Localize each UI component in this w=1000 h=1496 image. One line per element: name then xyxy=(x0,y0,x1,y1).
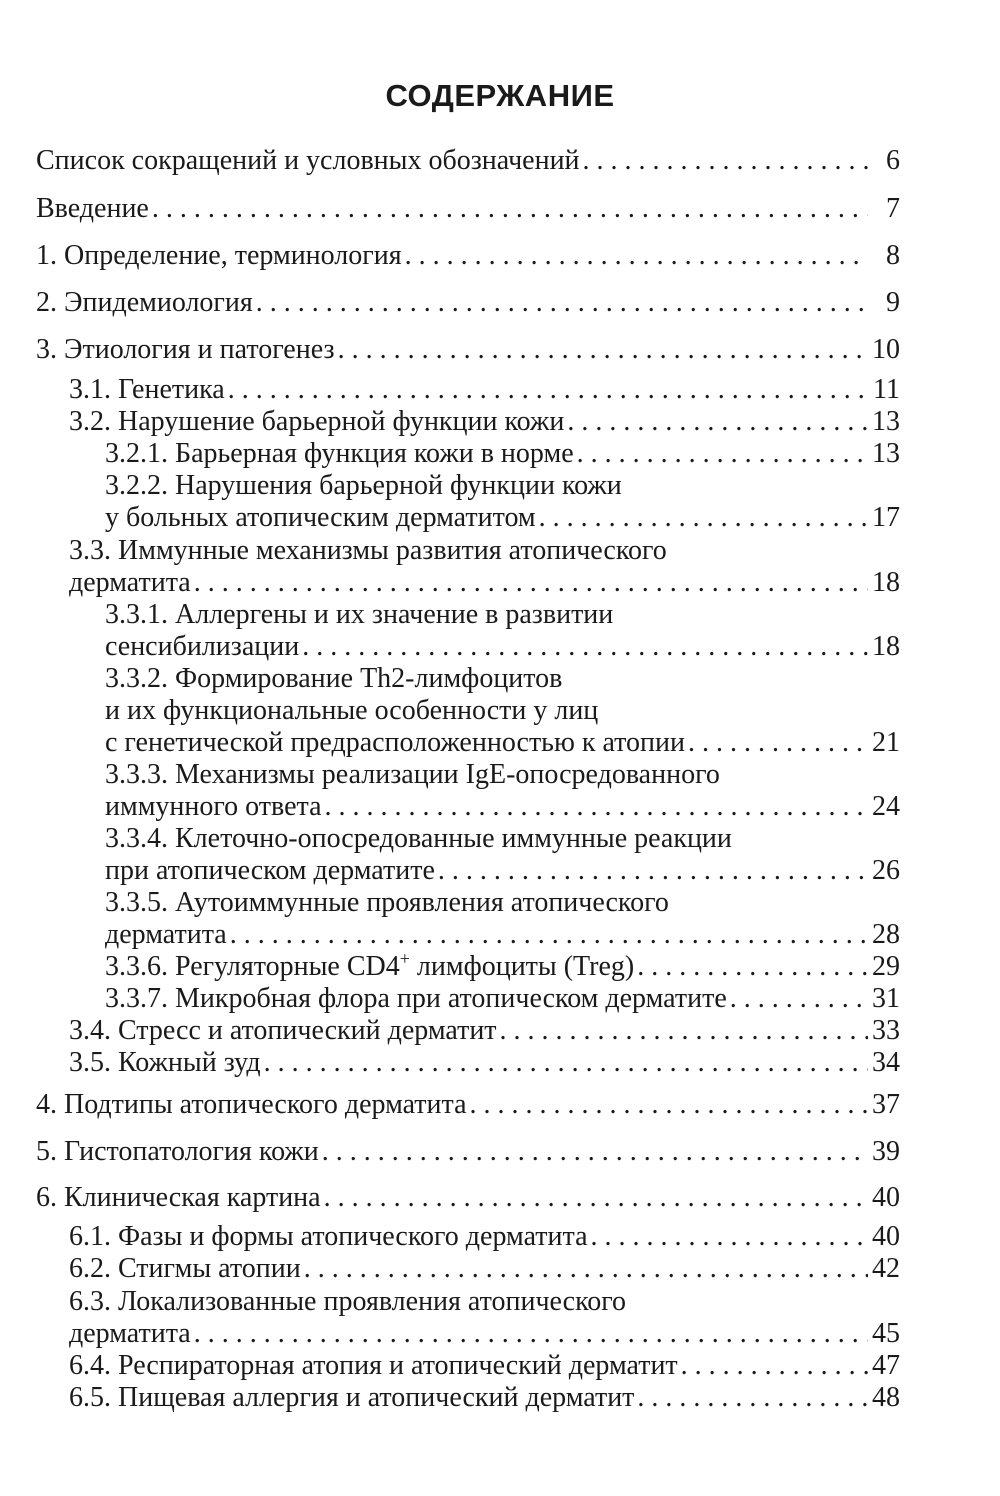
toc-entry-title xyxy=(105,950,634,984)
toc-entry[interactable] xyxy=(105,630,900,664)
toc-entry-title: 3.3.5. Аутоиммунные проявления атопического xyxy=(105,887,669,918)
toc-entry-page: 18 xyxy=(872,631,900,662)
toc-entry-title: 6. Клиническая картина xyxy=(36,1182,321,1213)
toc-entry[interactable] xyxy=(69,373,900,407)
toc-entry-title: 2. Эпидемиология xyxy=(36,287,253,318)
toc-entry[interactable] xyxy=(36,144,900,178)
toc-entry-title: 6.1. Фазы и формы атопического дерматита xyxy=(69,1221,588,1252)
dot-leader xyxy=(500,1014,868,1048)
toc-entry-title: 3.5. Кожный зуд xyxy=(69,1047,261,1078)
toc-entry[interactable] xyxy=(36,1088,900,1122)
toc-entry-page: 6 xyxy=(886,145,900,176)
toc-entry-title-cont: иммунного ответа xyxy=(105,791,322,822)
toc-entry[interactable] xyxy=(36,1181,900,1215)
toc-entry-page: 28 xyxy=(872,919,900,950)
dot-leader xyxy=(230,918,868,952)
toc-entry-page: 13 xyxy=(872,406,900,437)
toc-entry-page: 48 xyxy=(872,1382,900,1413)
toc-entry-title: 1. Определение, терминология xyxy=(36,240,402,271)
toc-entry[interactable] xyxy=(105,726,900,760)
toc-entry-page: 11 xyxy=(873,374,900,405)
toc-entry[interactable] xyxy=(105,950,900,984)
toc-entry[interactable] xyxy=(69,1046,900,1080)
superscript: + xyxy=(399,948,410,969)
dot-leader xyxy=(304,1252,868,1286)
toc-entry-page: 29 xyxy=(872,951,900,982)
dot-leader xyxy=(256,286,868,320)
toc-entry[interactable] xyxy=(36,239,900,273)
toc-entry[interactable] xyxy=(69,1252,900,1286)
toc-entry-page: 13 xyxy=(872,438,900,469)
toc-entry-page: 45 xyxy=(872,1318,900,1349)
toc-entry[interactable] xyxy=(105,918,900,952)
toc-entry-page: 21 xyxy=(872,727,900,758)
toc-entry-title-cont: сенсибилизации xyxy=(105,631,300,662)
toc-entry-page: 9 xyxy=(886,287,900,318)
toc-entry-title: 6.5. Пищевая аллергия и атопический дерматит xyxy=(69,1382,635,1413)
toc-entry[interactable] xyxy=(36,1135,900,1169)
toc-entry-title: 6.4. Респираторная атопия и атопический дерматит xyxy=(69,1350,678,1381)
toc-entry[interactable] xyxy=(69,566,900,600)
dot-leader xyxy=(438,854,868,888)
dot-leader xyxy=(194,566,868,600)
toc-entry-title-cont: и их функциональные особенности у лиц xyxy=(105,695,599,726)
dot-leader xyxy=(325,790,868,824)
toc-entry-title-cont: при атопическом дерматите xyxy=(105,855,435,886)
dot-leader xyxy=(637,1381,868,1415)
toc-entry-title: 3.3.4. Клеточно-опосредованные иммунные реакции xyxy=(105,823,732,854)
toc-entry[interactable] xyxy=(69,405,900,439)
toc-entry-title: 3.3.3. Механизмы реализации IgE-опосредованного xyxy=(105,759,720,790)
toc-entry-page: 17 xyxy=(872,502,900,533)
toc-entry[interactable] xyxy=(105,982,900,1016)
toc-entry-title-cont: дерматита xyxy=(105,919,227,950)
toc-entry-page: 26 xyxy=(872,855,900,886)
toc-entry[interactable] xyxy=(69,1317,900,1351)
toc-entry[interactable] xyxy=(69,1381,900,1415)
toc-entry-page: 40 xyxy=(872,1221,900,1252)
toc-entry-page: 47 xyxy=(872,1350,900,1381)
toc-entry-page: 40 xyxy=(872,1182,900,1213)
toc-entry-page: 39 xyxy=(872,1136,900,1167)
toc-entry-title: 5. Гистопатология кожи xyxy=(36,1136,319,1167)
toc-entry-title: 3.2. Нарушение барьерной функции кожи xyxy=(69,406,565,437)
toc-entry-title: 3.3.7. Микробная флора при атопическом дерматите xyxy=(105,983,727,1014)
toc-entry[interactable] xyxy=(69,1349,900,1383)
toc-entry-title: 3.3. Иммунные механизмы развития атопического xyxy=(69,535,667,566)
toc-entry[interactable] xyxy=(105,790,900,824)
toc-entry-title: Введение xyxy=(36,193,149,224)
toc-entry-title: 3.2.1. Барьерная функция кожи в норме xyxy=(105,438,574,469)
dot-leader xyxy=(324,1181,868,1215)
toc-entry-page: 10 xyxy=(872,334,900,365)
toc-entry[interactable] xyxy=(36,286,900,320)
toc-entry[interactable] xyxy=(36,333,900,367)
page-title: СОДЕРЖАНИЕ xyxy=(385,78,615,113)
toc-entry[interactable] xyxy=(105,854,900,888)
toc-entry-title-cont: с генетической предрасположенностью к атопии xyxy=(105,727,685,758)
toc-entry-title: Список сокращений и условных обозначений xyxy=(36,145,580,176)
dot-leader xyxy=(264,1046,868,1080)
toc-entry[interactable] xyxy=(36,192,900,226)
toc-entry-page: 42 xyxy=(872,1253,900,1284)
toc-entry-title: 6.2. Стигмы атопии xyxy=(69,1253,301,1284)
dot-leader xyxy=(591,1220,868,1254)
toc-entry-page: 24 xyxy=(872,791,900,822)
dot-leader xyxy=(194,1317,868,1351)
toc-entry-title-part: лимфоциты (Treg) xyxy=(409,951,635,982)
toc-entry-title-cont: у больных атопическим дерматитом xyxy=(105,502,536,533)
toc-entry-title: 3.3.2. Формирование Th2-лимфоцитов xyxy=(105,663,563,694)
toc-entry[interactable] xyxy=(105,437,900,471)
toc-entry-page: 31 xyxy=(872,983,900,1014)
toc-entry-title: 3.1. Генетика xyxy=(69,374,225,405)
dot-leader xyxy=(322,1135,868,1169)
dot-leader xyxy=(152,192,868,226)
toc-entry-page: 18 xyxy=(872,567,900,598)
dot-leader xyxy=(577,437,868,471)
toc-entry-page: 34 xyxy=(872,1047,900,1078)
dot-leader xyxy=(637,950,868,984)
toc-entry-title-cont: дерматита xyxy=(69,1318,191,1349)
dot-leader xyxy=(228,373,868,407)
toc-entry[interactable] xyxy=(105,501,900,535)
toc-entry[interactable] xyxy=(69,1220,900,1254)
toc-entry-title: 6.3. Локализованные проявления атопического xyxy=(69,1286,627,1317)
dot-leader xyxy=(688,726,868,760)
toc-entry-title-cont: дерматита xyxy=(69,567,191,598)
dot-leader xyxy=(539,501,868,535)
toc-entry-title-part: 3.3.6. Регуляторные CD4 xyxy=(105,951,400,982)
dot-leader xyxy=(681,1349,868,1383)
dot-leader xyxy=(302,630,868,664)
toc-entry-page: 37 xyxy=(872,1089,900,1120)
dot-leader xyxy=(405,239,868,273)
dot-leader xyxy=(730,982,868,1016)
toc-entry-title: 3.3.1. Аллергены и их значение в развитии xyxy=(105,599,614,630)
toc-entry-page: 7 xyxy=(886,193,900,224)
toc-entry-title: 3.4. Стресс и атопический дерматит xyxy=(69,1015,497,1046)
dot-leader xyxy=(338,333,868,367)
dot-leader xyxy=(583,144,868,178)
toc-entry[interactable] xyxy=(69,1014,900,1048)
toc-entry-title: 3. Этиология и патогенез xyxy=(36,334,335,365)
toc-entry-page: 33 xyxy=(872,1015,900,1046)
toc-entry-page: 8 xyxy=(886,240,900,271)
dot-leader xyxy=(567,405,868,439)
toc-entry-title: 3.2.2. Нарушения барьерной функции кожи xyxy=(105,470,622,501)
dot-leader xyxy=(470,1088,868,1122)
toc-entry-title: 4. Подтипы атопического дерматита xyxy=(36,1089,467,1120)
